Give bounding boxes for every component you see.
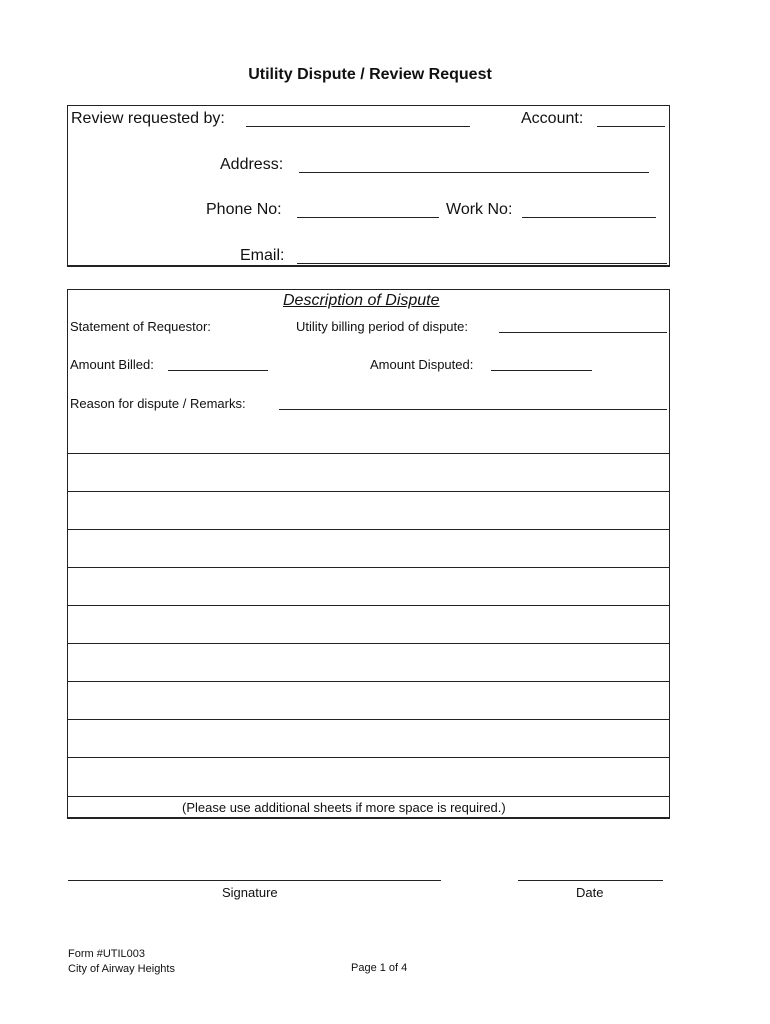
remarks-line[interactable] (68, 453, 669, 454)
billing-period-label: Utility billing period of dispute: (296, 319, 468, 334)
page-number: Page 1 of 4 (351, 962, 408, 974)
review-requested-by-field[interactable] (246, 126, 470, 127)
statement-label: Statement of Requestor: (70, 319, 211, 334)
amount-disputed-field[interactable] (491, 370, 592, 371)
remarks-line[interactable] (68, 605, 669, 606)
phone-label: Phone No: (206, 201, 282, 218)
remarks-line[interactable] (68, 681, 669, 682)
remarks-line[interactable] (68, 643, 669, 644)
address-field[interactable] (299, 172, 649, 173)
dispute-heading: Description of Dispute (283, 292, 440, 309)
phone-field[interactable] (297, 217, 439, 218)
review-requested-by-label: Review requested by: (71, 110, 225, 127)
amount-billed-label: Amount Billed: (70, 357, 154, 372)
reason-field[interactable] (279, 409, 667, 410)
remarks-line[interactable] (68, 491, 669, 492)
remarks-line[interactable] (68, 567, 669, 568)
requestor-info-box (67, 105, 670, 267)
signature-line[interactable] (68, 880, 441, 881)
dispute-description-box (67, 289, 670, 819)
date-label: Date (576, 885, 604, 900)
remarks-line[interactable] (68, 757, 669, 758)
remarks-line[interactable] (68, 719, 669, 720)
remarks-line[interactable] (68, 529, 669, 530)
city-name: City of Airway Heights (68, 963, 175, 975)
account-field[interactable] (597, 126, 665, 127)
address-label: Address: (220, 156, 284, 173)
amount-billed-field[interactable] (168, 370, 268, 371)
amount-disputed-label: Amount Disputed: (370, 357, 474, 372)
form-number: Form #UTIL003 (68, 948, 146, 960)
work-field[interactable] (522, 217, 656, 218)
additional-sheets-note: (Please use additional sheets if more space is required.) (182, 800, 506, 815)
signature-label: Signature (222, 885, 278, 900)
email-label: Email: (240, 247, 285, 264)
remarks-line[interactable] (68, 796, 669, 797)
billing-period-field[interactable] (499, 332, 667, 333)
date-line[interactable] (518, 880, 663, 881)
form-title: Utility Dispute / Review Request (248, 66, 492, 83)
account-label: Account: (521, 110, 584, 127)
email-field[interactable] (297, 263, 667, 264)
reason-label: Reason for dispute / Remarks: (70, 396, 246, 411)
work-label: Work No: (446, 201, 513, 218)
